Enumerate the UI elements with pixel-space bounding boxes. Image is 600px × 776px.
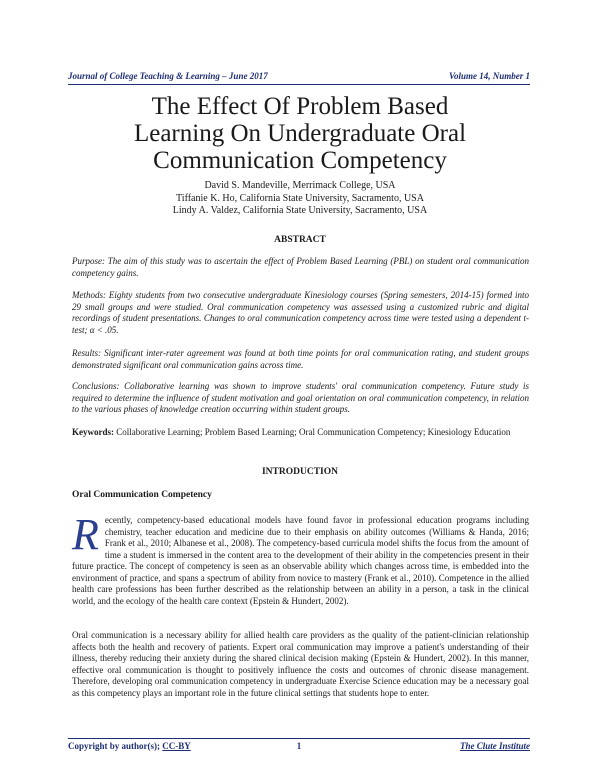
title-line-1: The Effect Of Problem Based	[151, 93, 449, 120]
abstract-results: Results: Significant inter-rater agreement was found at both time points for oral communication rating, and student groups demonstrated significant oral communication gains across time.	[72, 348, 529, 370]
paper-title	[60, 93, 540, 174]
running-footer	[68, 741, 530, 753]
author-1: David S. Mandeville, Merrimack College, USA	[204, 180, 396, 191]
author-3: Lindy A. Valdez, California State University, Sacramento, USA	[172, 205, 428, 216]
intro-paragraph-1	[72, 510, 529, 607]
copyright-text: Copyright by author(s);	[68, 741, 161, 751]
keywords	[72, 427, 529, 439]
abstract-methods: Methods: Eighty students from two consecutive undergraduate Kinesiology courses (Spring semesters, 2014-15) formed into 29 small groups and were studied. Oral communication competency was assessed using a customized rubric and digital recordings of student presentations. Changes to oral communication competency across time were tested using a dependent t-test; α < .05.	[72, 290, 529, 335]
section-subheading: Oral Communication Competency	[72, 490, 212, 500]
journal-name: Journal of College Teaching & Learning – June 2017	[68, 71, 268, 81]
keywords-label: Keywords:	[72, 427, 114, 437]
volume-number: Volume 14, Number 1	[448, 71, 530, 81]
header-rule	[68, 84, 530, 85]
abstract-heading: ABSTRACT	[274, 235, 326, 245]
intro-paragraph-2: Oral communication is a necessary ability for allied health care providers as the quality of the patient-clinician relationship affects both the health and recovery of patients. Expert oral communication may improve a patient's understanding of their illness, thereby reducing their anxiety during the shared clinical decision making (Epstein & Hundert, 2002). In this manner, effective oral communication is thought to positively influence the costs and outcomes of chronic disease management. Therefore, developing oral communication competency in undergraduate Exercise Science education may be a necessary goal as this competency plays an important role in the future clinical settings that students hope to enter.	[72, 630, 529, 698]
title-line-2: Learning On Undergraduate Oral	[133, 120, 467, 147]
title-line-3: Communication Competency	[153, 147, 447, 174]
abstract-purpose: Purpose: The aim of this study was to ascertain the effect of Problem Based Learning (PBL) on student oral communication competency gains.	[72, 256, 529, 278]
author-list	[60, 180, 540, 218]
author-2: Tiffanie K. Ho, California State University, Sacramento, USA	[176, 192, 424, 204]
abstract-conclusions: Conclusions: Collaborative learning was shown to improve students' oral communication competency. Future study is required to determine the influence of student motivation and goal orientation on oral communication competency, in relation to the various phases of knowledge creation occurring within student groups.	[72, 381, 529, 414]
keywords-text: Collaborative Learning; Problem Based Learning; Oral Communication Competency; Kinesiology Education	[114, 427, 511, 437]
intro-paragraph-1-text: ecently, competency-based educational models have found favor in professional education programs including chemistry, teacher education and medicine due to their emphasis on ability outcomes (Williams & Handa, 2016; Frank et al., 2010; Albanese et al., 2008). The competency-based curricula model shifts the focus from the amount of time a student is immersed in the content area to the development of their ability in the competencies present in their future practice. The concept of competency is seen as an observable ability which changes across time, is embedded into the environment of practice, and spans a spectrum of ability from novice to mastery (Frank et al., 2010). Competence in the allied health care professions has been further described as the relationship between an ability in a person, a task in the clinical world, and the ecology of the health care context (Epstein & Hundert, 2002).	[72, 515, 529, 606]
drop-cap: R	[72, 510, 99, 559]
license-link[interactable]: CC-BY	[162, 741, 191, 751]
running-header	[68, 71, 530, 83]
footer-rule	[68, 738, 530, 739]
introduction-heading: INTRODUCTION	[261, 467, 338, 477]
publisher-name: The Clute Institute	[459, 741, 530, 751]
page-number: 1	[296, 741, 302, 751]
